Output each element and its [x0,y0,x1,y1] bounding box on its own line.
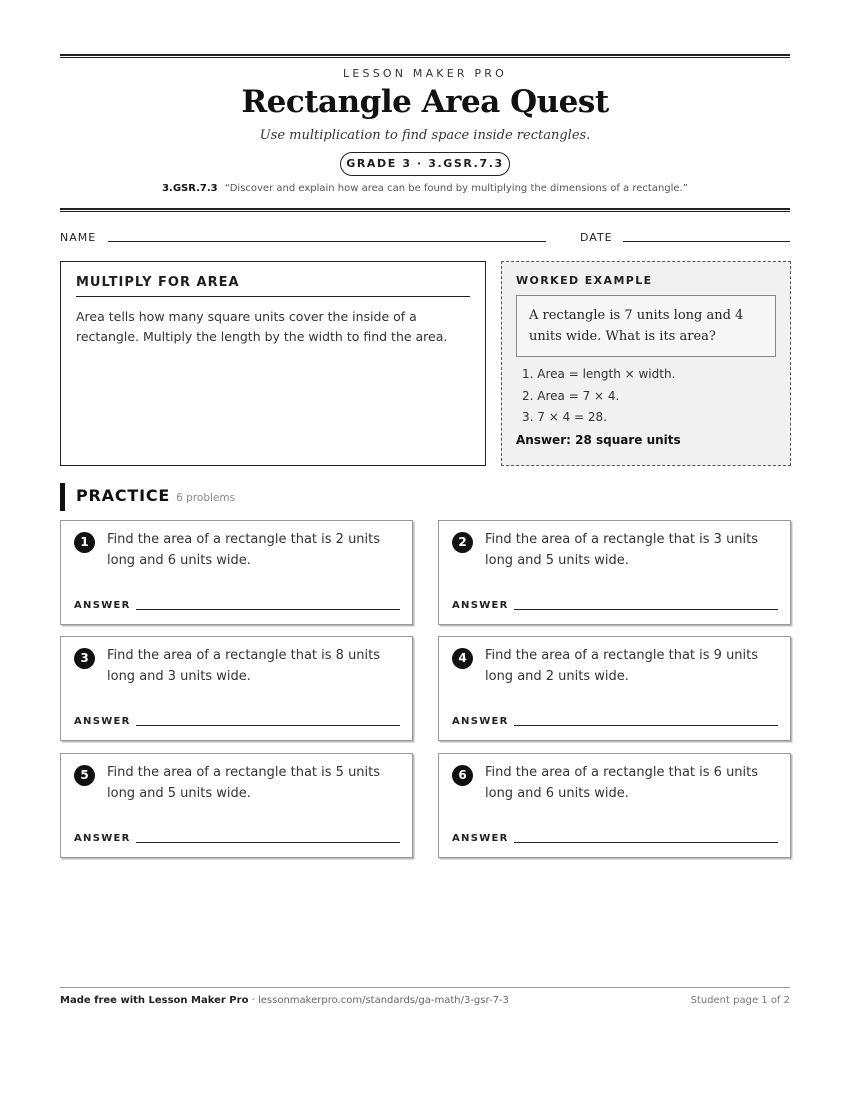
grade-badge: GRADE 3 · 3.GSR.7.3 [340,152,510,176]
answer-label: ANSWER [74,833,131,844]
answer-field[interactable] [136,842,400,843]
answer-field[interactable] [136,725,400,726]
problem-text: Find the area of a rectangle that is 8 units long and 3 units wide. [107,648,381,684]
problem-text: Find the area of a rectangle that is 3 units long and 5 units wide. [485,532,759,568]
standard-line [60,183,790,194]
worksheet-page [60,0,790,1100]
problem-text: Find the area of a rectangle that is 5 units long and 5 units wide. [107,765,381,801]
date-field[interactable] [623,241,790,242]
problem-text: Find the area of a rectangle that is 2 units long and 6 units wide. [107,532,381,568]
answer-field[interactable] [514,842,778,843]
problem-card [60,520,413,625]
footer-separator: · [248,995,258,1006]
answer-field[interactable] [514,725,778,726]
worked-example-prompt: A rectangle is 7 units long and 4 units wide. What is its area? [516,295,776,357]
worked-example-title: WORKED EXAMPLE [516,274,653,287]
worked-example-step: 3. 7 × 4 = 28. [522,410,607,424]
worked-example-answer: Answer: 28 square units [516,432,681,447]
problem-card [438,520,791,625]
footer-url[interactable]: lessonmakerpro.com/standards/ga-math/3-gsr-7-3 [257,995,509,1006]
problem-card [438,636,791,741]
top-double-rule [60,54,790,58]
practice-heading [76,486,235,505]
page-title: Rectangle Area Quest [241,84,609,120]
problem-card [60,636,413,741]
problem-number: 3 [74,648,95,669]
practice-accent-bar [60,483,65,511]
problem-text: Find the area of a rectangle that is 9 units long and 2 units wide. [485,648,759,684]
brand-name: LESSON MAKER PRO [343,67,507,80]
answer-label: ANSWER [452,716,509,727]
practice-title: PRACTICE [76,486,171,505]
problem-card [60,753,413,858]
footer-credit [60,995,509,1006]
problem-number: 4 [452,648,473,669]
problem-number: 6 [452,765,473,786]
concept-body: Area tells how many square units cover the inside of a rectangle. Multiply the length by the width to find the area. [76,309,448,344]
name-field[interactable] [108,241,546,242]
worked-example-step: 1. Area = length × width. [522,367,676,381]
concept-title: MULTIPLY FOR AREA [76,275,470,297]
problem-card [438,753,791,858]
answer-label: ANSWER [452,600,509,611]
answer-field[interactable] [514,609,778,610]
worked-example-box [501,261,791,466]
concept-box [60,261,486,466]
page-subtitle: Use multiplication to find space inside rectangles. [259,128,591,143]
problem-text: Find the area of a rectangle that is 6 units long and 6 units wide. [485,765,759,801]
standard-code: 3.GSR.7.3 [162,183,218,194]
problem-number: 1 [74,532,95,553]
answer-label: ANSWER [74,600,131,611]
date-label: DATE [580,231,613,244]
answer-field[interactable] [136,609,400,610]
answer-label: ANSWER [74,716,131,727]
problem-number: 2 [452,532,473,553]
standard-text: “Discover and explain how area can be found by multiplying the dimensions of a rectangle.” [224,183,688,194]
worked-example-steps [516,364,776,429]
problem-number: 5 [74,765,95,786]
name-label: NAME [60,231,97,244]
header-bottom-double-rule [60,208,790,212]
footer-rule [60,987,790,988]
footer-made-with: Made free with Lesson Maker Pro [60,995,249,1006]
answer-label: ANSWER [452,833,509,844]
worked-example-step: 2. Area = 7 × 4. [522,388,620,403]
practice-count: 6 problems [176,492,236,504]
footer-page-number: Student page 1 of 2 [690,995,790,1006]
